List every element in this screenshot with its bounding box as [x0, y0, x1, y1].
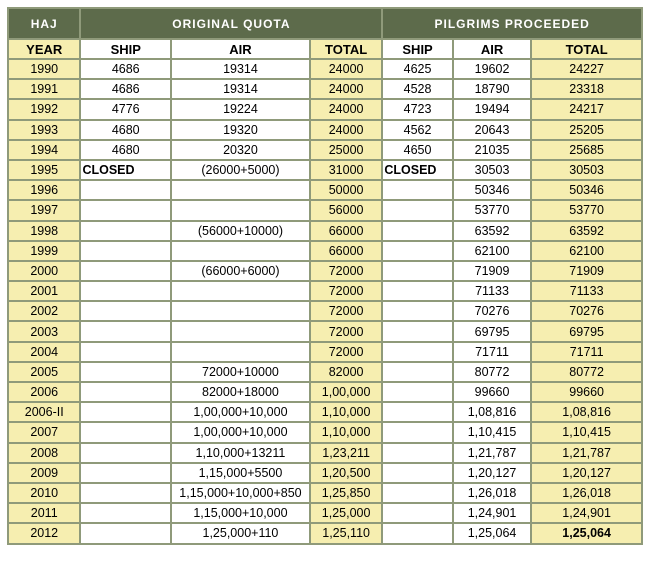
table-row [9, 322, 641, 340]
quota-air-cell: 1,00,000+10,000 [172, 423, 309, 441]
proceeded-air-cell: 19494 [454, 100, 530, 118]
quota-ship-cell [81, 302, 170, 320]
proceeded-total-cell: 80772 [532, 363, 641, 381]
year-cell: 2000 [9, 262, 79, 280]
proceeded-total-cell: 1,21,787 [532, 444, 641, 462]
quota-ship-cell [81, 262, 170, 280]
year-cell: 2006-II [9, 403, 79, 421]
quota-air-cell: 1,15,000+10,000+850 [172, 484, 309, 502]
proceeded-air-cell: 1,08,816 [454, 403, 530, 421]
quota-ship-cell [81, 524, 170, 542]
year-cell: 1990 [9, 60, 79, 78]
proceeded-ship-cell [383, 343, 451, 361]
proceeded-ship-cell [383, 484, 451, 502]
proceeded-ship-cell [383, 181, 451, 199]
year-cell: 2002 [9, 302, 79, 320]
quota-total-cell: 1,10,000 [311, 423, 381, 441]
proceeded-air-cell: 21035 [454, 141, 530, 159]
proceeded-air-cell: 71909 [454, 262, 530, 280]
table-row [9, 141, 641, 159]
table-row [9, 262, 641, 280]
table-row [9, 343, 641, 361]
quota-ship-cell [81, 423, 170, 441]
year-cell: 1996 [9, 181, 79, 199]
proceeded-air-cell: 70276 [454, 302, 530, 320]
quota-total-cell: 24000 [311, 80, 381, 98]
year-cell: 2001 [9, 282, 79, 300]
proceeded-air-cell: 1,25,064 [454, 524, 530, 542]
quota-air-cell: 72000+10000 [172, 363, 309, 381]
table-row [9, 524, 641, 542]
haj-quota-table-container [7, 7, 643, 545]
quota-ship-cell [81, 201, 170, 219]
proceeded-air-cell: 80772 [454, 363, 530, 381]
quota-air-cell: (56000+10000) [172, 222, 309, 240]
quota-total-cell: 82000 [311, 363, 381, 381]
column-header-proceeded-ship: SHIP [383, 40, 451, 58]
quota-total-cell: 1,25,850 [311, 484, 381, 502]
quota-ship-cell [81, 464, 170, 482]
proceeded-ship-cell: 4562 [383, 121, 451, 139]
quota-air-cell: (66000+6000) [172, 262, 309, 280]
quota-air-cell [172, 302, 309, 320]
quota-air-cell [172, 322, 309, 340]
column-header-year: YEAR [9, 40, 79, 58]
proceeded-air-cell: 99660 [454, 383, 530, 401]
quota-air-cell [172, 181, 309, 199]
year-cell: 2004 [9, 343, 79, 361]
proceeded-air-cell: 1,10,415 [454, 423, 530, 441]
proceeded-total-cell: 1,26,018 [532, 484, 641, 502]
proceeded-total-cell: 99660 [532, 383, 641, 401]
proceeded-ship-cell: 4528 [383, 80, 451, 98]
quota-total-cell: 24000 [311, 121, 381, 139]
quota-total-cell: 50000 [311, 181, 381, 199]
quota-ship-cell [81, 282, 170, 300]
quota-ship-cell [81, 322, 170, 340]
pilgrims-proceeded-header: PILGRIMS PROCEEDED [383, 9, 641, 38]
quota-total-cell: 72000 [311, 282, 381, 300]
year-cell: 1994 [9, 141, 79, 159]
table-row [9, 464, 641, 482]
proceeded-ship-cell: 4723 [383, 100, 451, 118]
column-header-quota-air: AIR [172, 40, 309, 58]
proceeded-ship-cell [383, 524, 451, 542]
proceeded-ship-cell [383, 504, 451, 522]
table-body [9, 60, 641, 543]
year-cell: 2009 [9, 464, 79, 482]
proceeded-ship-cell [383, 464, 451, 482]
proceeded-air-cell: 18790 [454, 80, 530, 98]
quota-air-cell: 20320 [172, 141, 309, 159]
proceeded-ship-cell [383, 262, 451, 280]
proceeded-total-cell: 1,25,064 [532, 524, 641, 542]
proceeded-ship-cell [383, 423, 451, 441]
column-header-proceeded-air: AIR [454, 40, 530, 58]
quota-ship-cell [81, 242, 170, 260]
proceeded-air-cell: 62100 [454, 242, 530, 260]
proceeded-total-cell: 50346 [532, 181, 641, 199]
table-row [9, 423, 641, 441]
quota-total-cell: 1,00,000 [311, 383, 381, 401]
proceeded-air-cell: 1,26,018 [454, 484, 530, 502]
quota-air-cell: 19314 [172, 60, 309, 78]
column-header-row [9, 40, 641, 58]
quota-total-cell: 1,23,211 [311, 444, 381, 462]
column-header-quota-total: TOTAL [311, 40, 381, 58]
quota-ship-cell: 4686 [81, 80, 170, 98]
table-row [9, 444, 641, 462]
quota-air-cell [172, 282, 309, 300]
year-cell: 1999 [9, 242, 79, 260]
proceeded-ship-cell: 4625 [383, 60, 451, 78]
proceeded-total-cell: 69795 [532, 322, 641, 340]
column-header-quota-ship: SHIP [81, 40, 170, 58]
quota-air-cell: 19320 [172, 121, 309, 139]
quota-ship-cell: 4776 [81, 100, 170, 118]
year-cell: 2003 [9, 322, 79, 340]
column-header-proceeded-total: TOTAL [532, 40, 641, 58]
quota-ship-cell [81, 403, 170, 421]
quota-air-cell: 1,25,000+110 [172, 524, 309, 542]
proceeded-total-cell: 71909 [532, 262, 641, 280]
proceeded-ship-cell [383, 282, 451, 300]
proceeded-ship-cell [383, 322, 451, 340]
quota-total-cell: 72000 [311, 343, 381, 361]
quota-total-cell: 25000 [311, 141, 381, 159]
year-cell: 1993 [9, 121, 79, 139]
quota-total-cell: 66000 [311, 222, 381, 240]
table-row [9, 161, 641, 179]
quota-ship-cell [81, 383, 170, 401]
proceeded-total-cell: 53770 [532, 201, 641, 219]
table-row [9, 363, 641, 381]
quota-total-cell: 1,25,110 [311, 524, 381, 542]
proceeded-air-cell: 19602 [454, 60, 530, 78]
quota-ship-cell: CLOSED [81, 161, 170, 179]
year-cell: 1997 [9, 201, 79, 219]
haj-quota-table [7, 7, 643, 545]
table-row [9, 282, 641, 300]
proceeded-total-cell: 1,08,816 [532, 403, 641, 421]
proceeded-total-cell: 1,20,127 [532, 464, 641, 482]
original-quota-header: ORIGINAL QUOTA [81, 9, 381, 38]
table-row [9, 302, 641, 320]
table-row [9, 383, 641, 401]
quota-air-cell: 1,00,000+10,000 [172, 403, 309, 421]
quota-air-cell: (26000+5000) [172, 161, 309, 179]
proceeded-air-cell: 20643 [454, 121, 530, 139]
year-cell: 2007 [9, 423, 79, 441]
proceeded-ship-cell [383, 302, 451, 320]
year-cell: 2010 [9, 484, 79, 502]
quota-ship-cell [81, 363, 170, 381]
proceeded-total-cell: 30503 [532, 161, 641, 179]
quota-ship-cell [81, 181, 170, 199]
proceeded-total-cell: 1,10,415 [532, 423, 641, 441]
proceeded-ship-cell [383, 403, 451, 421]
table-row [9, 201, 641, 219]
proceeded-air-cell: 63592 [454, 222, 530, 240]
proceeded-total-cell: 24227 [532, 60, 641, 78]
year-cell: 2008 [9, 444, 79, 462]
proceeded-air-cell: 69795 [454, 322, 530, 340]
year-cell: 1998 [9, 222, 79, 240]
proceeded-air-cell: 53770 [454, 201, 530, 219]
quota-total-cell: 24000 [311, 100, 381, 118]
table-row [9, 242, 641, 260]
quota-total-cell: 24000 [311, 60, 381, 78]
proceeded-air-cell: 1,24,901 [454, 504, 530, 522]
quota-air-cell: 19314 [172, 80, 309, 98]
table-row [9, 181, 641, 199]
proceeded-total-cell: 23318 [532, 80, 641, 98]
proceeded-air-cell: 71711 [454, 343, 530, 361]
quota-ship-cell [81, 343, 170, 361]
quota-air-cell [172, 242, 309, 260]
proceeded-air-cell: 30503 [454, 161, 530, 179]
table-row [9, 121, 641, 139]
quota-total-cell: 1,25,000 [311, 504, 381, 522]
year-cell: 2006 [9, 383, 79, 401]
quota-ship-cell [81, 504, 170, 522]
proceeded-total-cell: 1,24,901 [532, 504, 641, 522]
proceeded-ship-cell [383, 363, 451, 381]
table-row [9, 60, 641, 78]
haj-header: HAJ [9, 9, 79, 38]
proceeded-total-cell: 25205 [532, 121, 641, 139]
proceeded-ship-cell [383, 242, 451, 260]
year-cell: 2005 [9, 363, 79, 381]
proceeded-ship-cell [383, 222, 451, 240]
proceeded-ship-cell [383, 444, 451, 462]
proceeded-air-cell: 1,20,127 [454, 464, 530, 482]
quota-total-cell: 1,10,000 [311, 403, 381, 421]
proceeded-air-cell: 71133 [454, 282, 530, 300]
proceeded-total-cell: 25685 [532, 141, 641, 159]
quota-total-cell: 31000 [311, 161, 381, 179]
quota-air-cell: 1,15,000+5500 [172, 464, 309, 482]
quota-air-cell: 82000+18000 [172, 383, 309, 401]
proceeded-air-cell: 1,21,787 [454, 444, 530, 462]
proceeded-air-cell: 50346 [454, 181, 530, 199]
proceeded-total-cell: 70276 [532, 302, 641, 320]
quota-air-cell: 19224 [172, 100, 309, 118]
quota-ship-cell [81, 222, 170, 240]
quota-total-cell: 72000 [311, 262, 381, 280]
quota-air-cell: 1,15,000+10,000 [172, 504, 309, 522]
proceeded-total-cell: 62100 [532, 242, 641, 260]
table-row [9, 222, 641, 240]
proceeded-ship-cell: CLOSED [383, 161, 451, 179]
table-row [9, 403, 641, 421]
quota-ship-cell: 4680 [81, 121, 170, 139]
proceeded-ship-cell [383, 201, 451, 219]
quota-total-cell: 66000 [311, 242, 381, 260]
quota-air-cell: 1,10,000+13211 [172, 444, 309, 462]
table-row [9, 504, 641, 522]
proceeded-ship-cell [383, 383, 451, 401]
year-cell: 1995 [9, 161, 79, 179]
proceeded-total-cell: 71133 [532, 282, 641, 300]
proceeded-total-cell: 63592 [532, 222, 641, 240]
proceeded-ship-cell: 4650 [383, 141, 451, 159]
group-header-row [9, 9, 641, 38]
quota-air-cell [172, 343, 309, 361]
table-row [9, 484, 641, 502]
quota-ship-cell [81, 484, 170, 502]
year-cell: 2011 [9, 504, 79, 522]
quota-ship-cell [81, 444, 170, 462]
quota-ship-cell: 4686 [81, 60, 170, 78]
quota-total-cell: 1,20,500 [311, 464, 381, 482]
quota-total-cell: 56000 [311, 201, 381, 219]
quota-ship-cell: 4680 [81, 141, 170, 159]
table-row [9, 80, 641, 98]
year-cell: 1992 [9, 100, 79, 118]
quota-total-cell: 72000 [311, 322, 381, 340]
year-cell: 2012 [9, 524, 79, 542]
quota-air-cell [172, 201, 309, 219]
quota-total-cell: 72000 [311, 302, 381, 320]
table-row [9, 100, 641, 118]
year-cell: 1991 [9, 80, 79, 98]
proceeded-total-cell: 71711 [532, 343, 641, 361]
proceeded-total-cell: 24217 [532, 100, 641, 118]
